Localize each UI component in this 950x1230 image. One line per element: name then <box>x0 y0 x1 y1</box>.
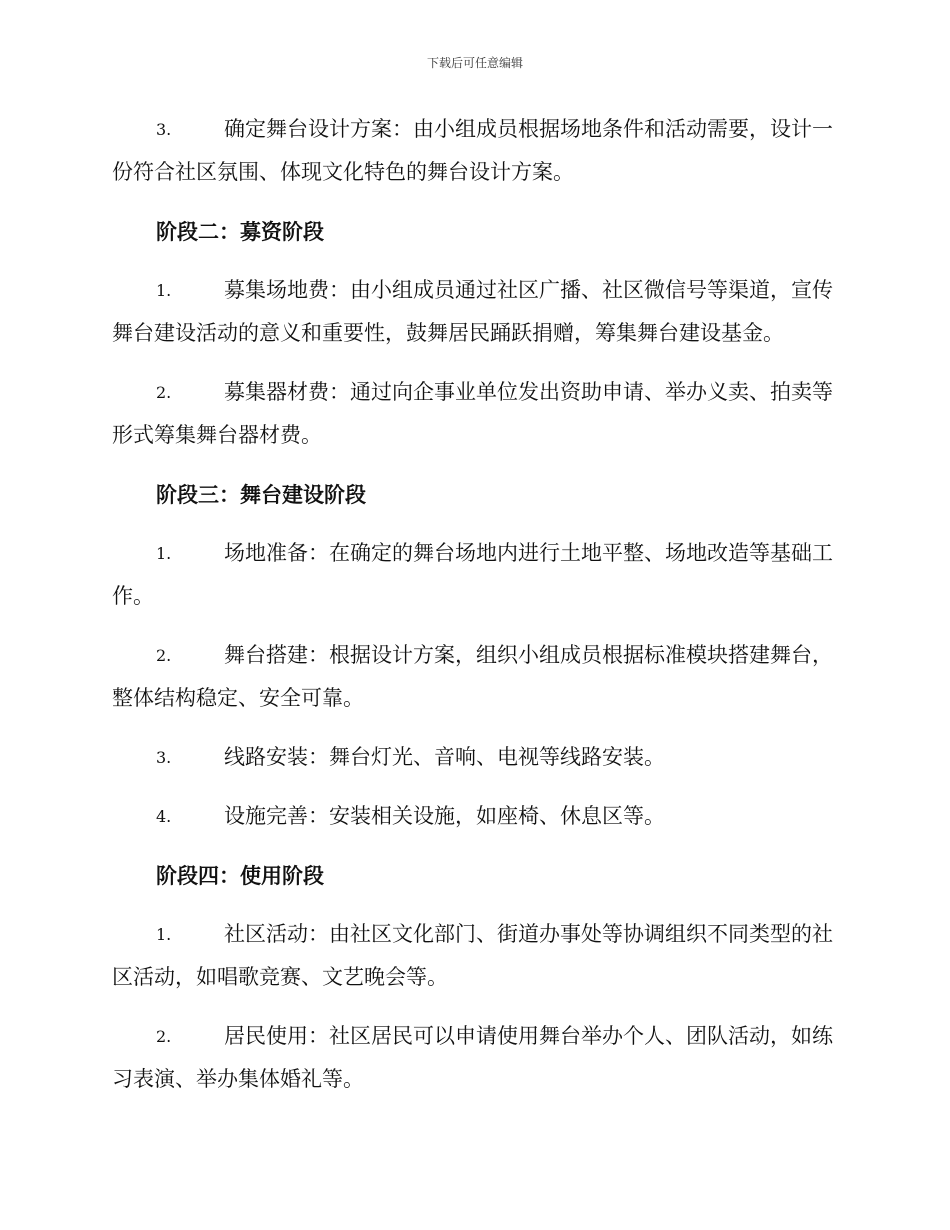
list-number: 1. <box>156 544 172 563</box>
item-text: 根据设计方案，组织小组成员根据标准模块搭建舞台，整体结构稳定、安全可靠。 <box>112 643 833 710</box>
list-item <box>112 795 842 838</box>
item-text: 舞台灯光、音响、电视等线路安装。 <box>329 745 665 769</box>
item-label: 社区活动： <box>224 922 329 946</box>
item-label: 确定舞台设计方案： <box>224 117 413 141</box>
list-item <box>112 108 842 194</box>
list-number: 3. <box>156 120 172 139</box>
item-text: 通过向企事业单位发出资助申请、举办义卖、拍卖等形式筹集舞台器材费。 <box>112 380 833 447</box>
section-heading: 阶段四：使用阶段 <box>156 863 324 888</box>
item-text: 由小组成员根据场地条件和活动需要，设计一份符合社区氛围、体现文化特色的舞台设计方案。 <box>112 117 833 184</box>
item-label: 募集器材费： <box>224 380 350 404</box>
document-body <box>112 108 842 1117</box>
page-header: 下载后可任意编辑 <box>426 56 523 70</box>
item-text: 在确定的舞台场地内进行土地平整、场地改造等基础工作。 <box>112 541 833 608</box>
item-label: 设施完善： <box>224 804 329 828</box>
item-label: 场地准备： <box>224 541 329 565</box>
section-heading: 阶段三：舞台建设阶段 <box>156 482 366 507</box>
item-text: 社区居民可以申请使用舞台举办个人、团队活动，如练习表演、举办集体婚礼等。 <box>112 1024 833 1091</box>
list-number: 4. <box>156 807 172 826</box>
list-number: 2. <box>156 646 172 665</box>
item-label: 线路安装： <box>224 745 329 769</box>
item-label: 居民使用： <box>224 1024 329 1048</box>
list-number: 2. <box>156 1027 172 1046</box>
list-item <box>112 913 842 999</box>
list-number: 3. <box>156 748 172 767</box>
list-item <box>112 736 842 779</box>
item-text: 由社区文化部门、街道办事处等协调组织不同类型的社区活动，如唱歌竞赛、文艺晚会等。 <box>112 922 833 989</box>
list-number: 1. <box>156 281 172 300</box>
item-text: 安装相关设施，如座椅、休息区等。 <box>329 804 665 828</box>
item-label: 募集场地费： <box>224 278 350 302</box>
item-label: 舞台搭建： <box>224 643 329 667</box>
list-item <box>112 1015 842 1101</box>
item-text: 由小组成员通过社区广播、社区微信号等渠道，宣传舞台建设活动的意义和重要性，鼓舞居民踊跃捐赠，筹集舞台建设基金。 <box>112 278 833 345</box>
list-item <box>112 269 842 355</box>
list-item <box>112 371 842 457</box>
section-heading: 阶段二：募资阶段 <box>156 219 324 244</box>
list-item <box>112 634 842 720</box>
list-item <box>112 532 842 618</box>
list-number: 1. <box>156 925 172 944</box>
list-number: 2. <box>156 383 172 402</box>
